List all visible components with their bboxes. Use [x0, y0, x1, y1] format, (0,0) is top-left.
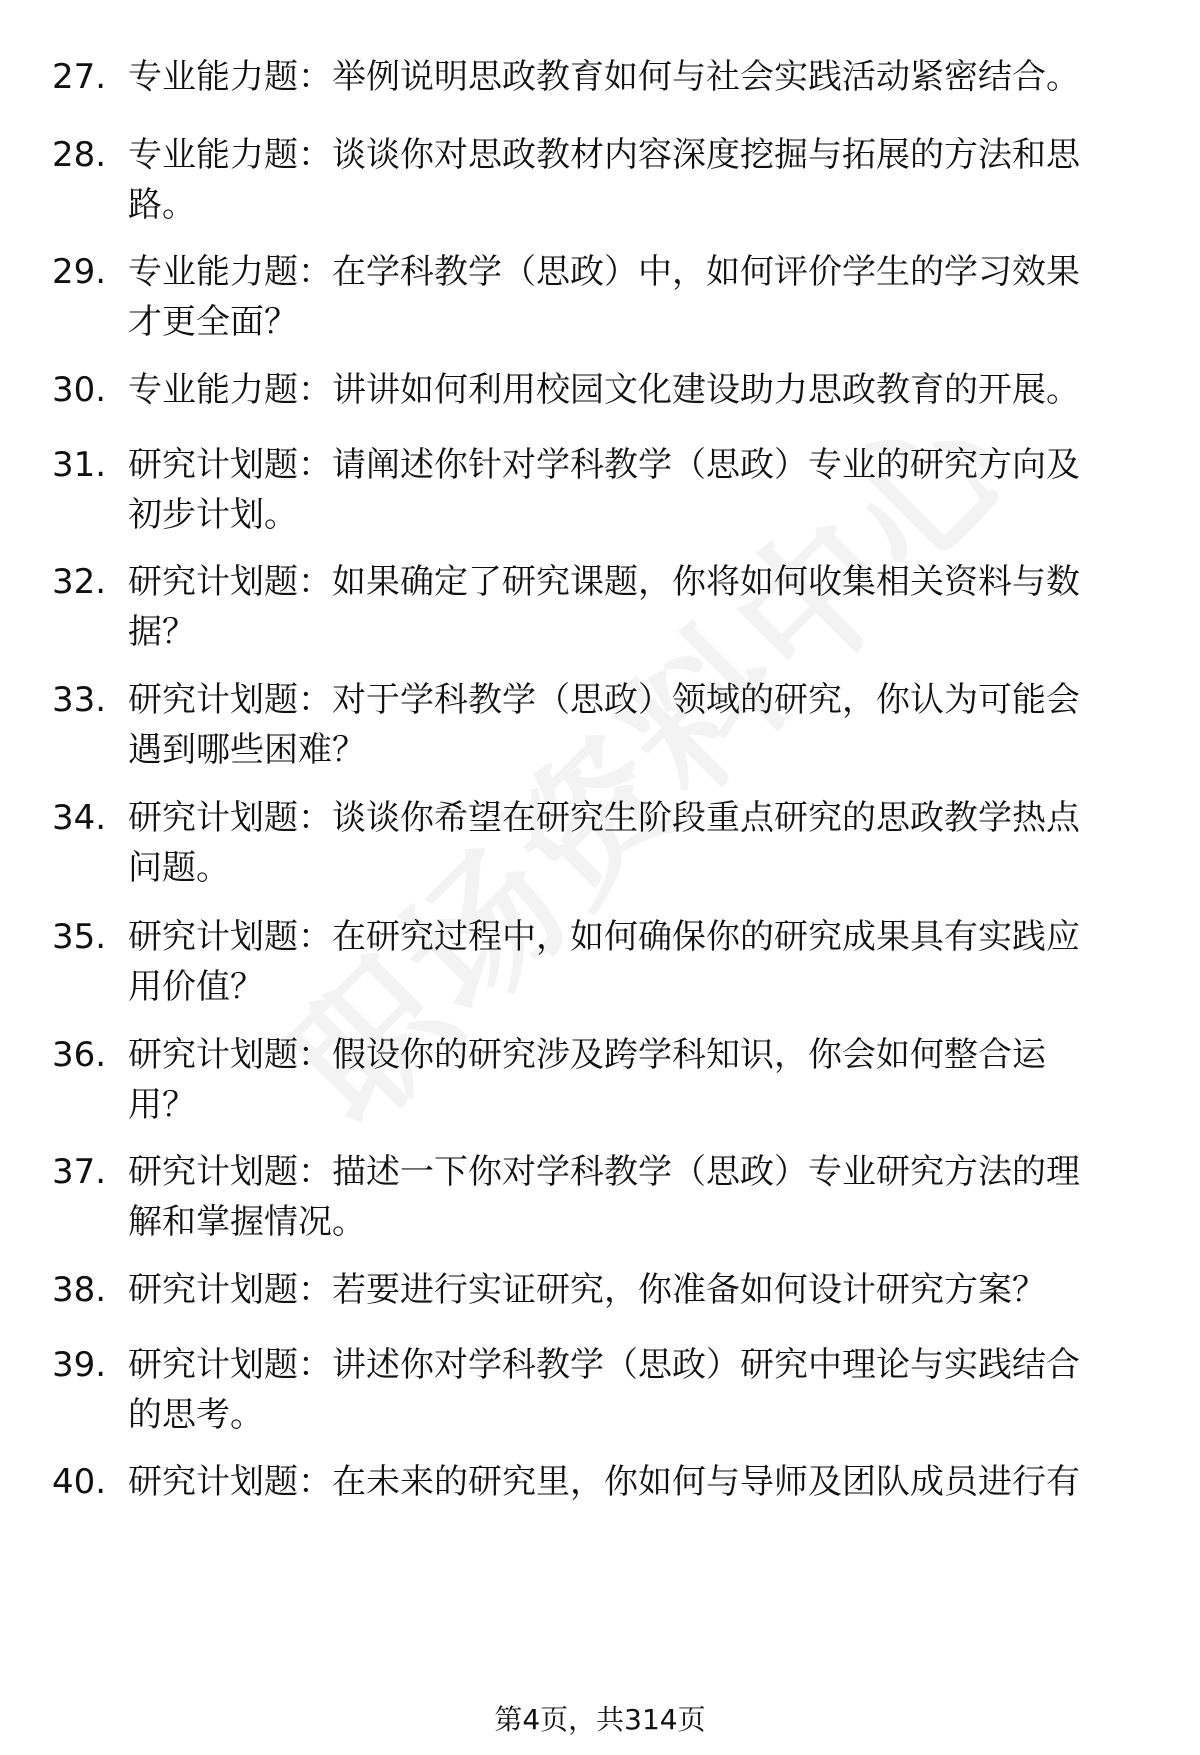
item-text: 研究计划题：请阐述你针对学科教学（思政）专业的研究方向及 初步计划。	[128, 445, 1080, 535]
item-number: 36.	[52, 1035, 107, 1075]
item-number: 28.	[52, 135, 107, 175]
item-text: 专业能力题：谈谈你对思政教材内容深度挖掘与拓展的方法和思 路。	[128, 135, 1080, 225]
item-text: 专业能力题：在学科教学（思政）中，如何评价学生的学习效果 才更全面？	[128, 252, 1080, 342]
item-number: 38.	[52, 1270, 107, 1310]
item-text: 研究计划题：讲述你对学科教学（思政）研究中理论与实践结合 的思考。	[128, 1345, 1080, 1435]
item-text: 研究计划题：对于学科教学（思政）领域的研究，你认为可能会 遇到哪些困难？	[128, 680, 1080, 770]
item-number: 40.	[52, 1462, 107, 1502]
item-text: 研究计划题：若要进行实证研究，你准备如何设计研究方案？	[128, 1270, 1046, 1310]
item-text: 研究计划题：描述一下你对学科教学（思政）专业研究方法的理 解和掌握情况。	[128, 1152, 1080, 1242]
item-text: 专业能力题：讲讲如何利用校园文化建设助力思政教育的开展。	[128, 370, 1080, 410]
item-text: 研究计划题：如果确定了研究课题，你将如何收集相关资料与数 据？	[128, 562, 1080, 652]
item-text: 研究计划题：假设你的研究涉及跨学科知识，你会如何整合运 用？	[128, 1035, 1046, 1125]
page-footer: 第4页，共314页	[494, 1703, 706, 1736]
item-text: 研究计划题：在研究过程中，如何确保你的研究成果具有实践应 用价值？	[128, 917, 1080, 1007]
item-number: 34.	[52, 798, 107, 838]
item-number: 39.	[52, 1345, 107, 1385]
item-text: 研究计划题：谈谈你希望在研究生阶段重点研究的思政教学热点 问题。	[128, 798, 1080, 888]
item-number: 33.	[52, 680, 107, 720]
item-number: 27.	[52, 57, 107, 97]
item-number: 31.	[52, 445, 107, 485]
item-number: 35.	[52, 917, 107, 957]
item-text: 专业能力题：举例说明思政教育如何与社会实践活动紧密结合。	[128, 57, 1080, 97]
item-text: 研究计划题：在未来的研究里，你如何与导师及团队成员进行有	[128, 1462, 1080, 1502]
item-number: 32.	[52, 562, 107, 602]
item-number: 29.	[52, 252, 107, 292]
item-number: 30.	[52, 370, 107, 410]
item-number: 37.	[52, 1152, 107, 1192]
